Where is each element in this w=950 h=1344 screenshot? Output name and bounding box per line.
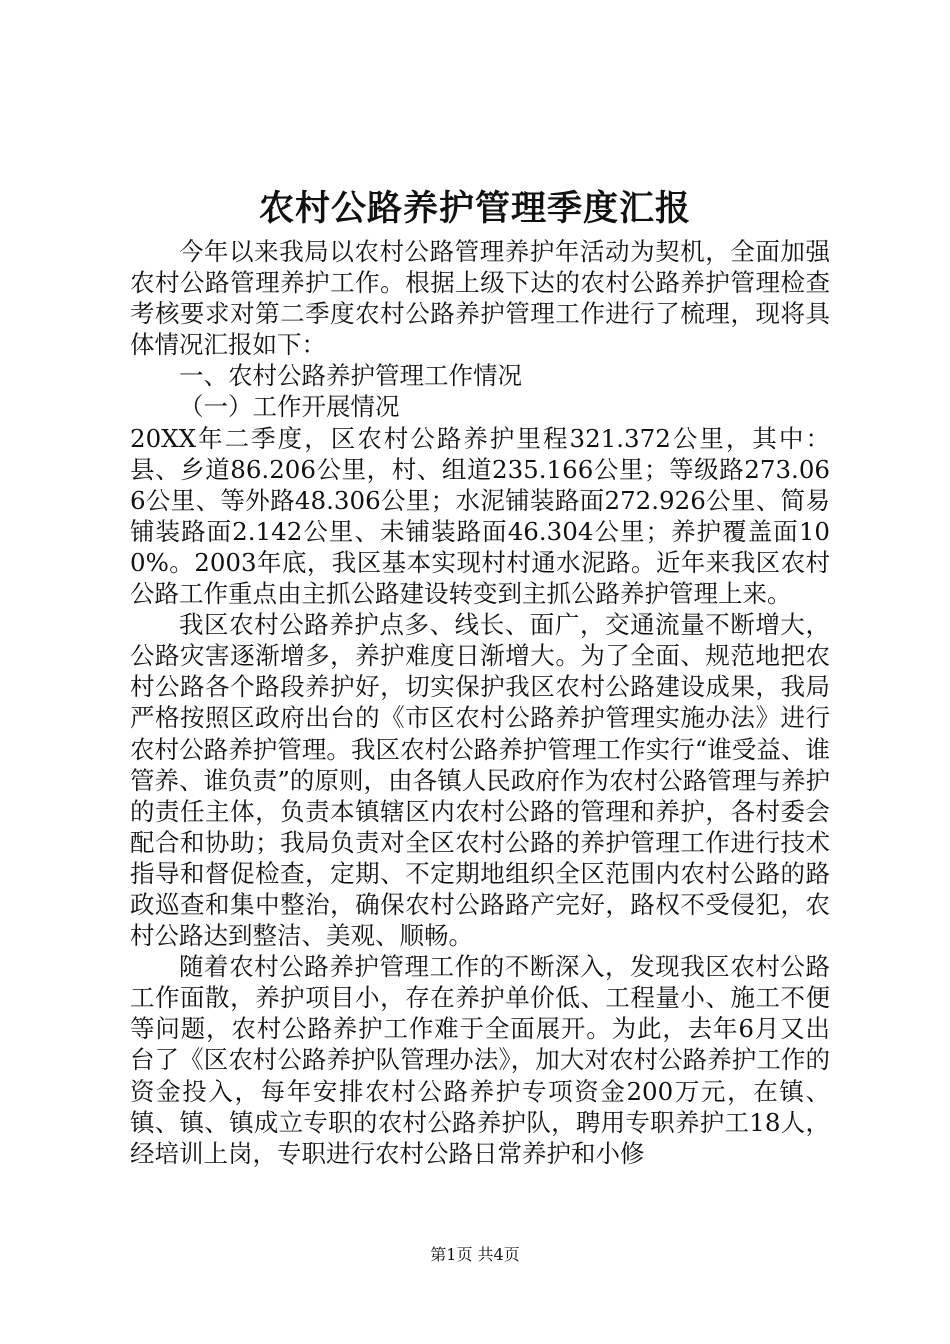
- management-paragraph: 我区农村公路养护点多、线长、面广，交通流量不断增大，公路灾害逐渐增多，养护难度日渐增大。为了全面、规范地把农村公路各个路段养护好，切实保护我区农村公路建设成果，我局严格按照区政府出台的《市区农村公路养护管理实施办法》进行农村公路养护管理。我区农村公路养护管理工作实行“谁受益、谁管养、谁负责”的原则，由各镇人民政府作为农村公路管理与养护的责任主体，负责本镇辖区内农村公路的管理和养护，各村委会配合和协助；我局负责对全区农村公路的养护管理工作进行技术指导和督促检查，定期、不定期地组织全区范围内农村公路的路政巡查和集中整治，确保农村公路路产完好，路权不受侵犯，农村公路达到整洁、美观、顺畅。: [130, 610, 830, 951]
- document-body: [130, 236, 830, 1169]
- page-number: 第1页 共4页: [430, 1245, 520, 1264]
- document-title: 农村公路养护管理季度汇报: [258, 189, 691, 229]
- maintenance-team-paragraph: 随着农村公路养护管理工作的不断深入，发现我区农村公路工作面散，养护项目小，存在养护单价低、工程量小、施工不便等问题，农村公路养护工作难于全面展开。为此，去年6月又出台了《区农村公路养护队管理办法》，加大对农村公路养护工作的资金投入，每年安排农村公路养护专项资金200万元，在镇、镇、镇、镇成立专职的农村公路养护队，聘用专职养护工18人，经培训上岗，专职进行农村公路日常养护和小修: [130, 952, 830, 1168]
- intro-paragraph: 今年以来我局以农村公路管理养护年活动为契机，全面加强农村公路管理养护工作。根据上级下达的农村公路养护管理检查考核要求对第二季度农村公路养护管理工作进行了梳理，现将具体情况汇报如下：: [130, 237, 830, 360]
- statistics-paragraph: 20XX年二季度，区农村公路养护里程321.372公里，其中：县、乡道86.206公里，村、组道235.166公里；等级路273.066公里、等外路48.306公里；水泥铺装路面272.926公里、简易铺装路面2.142公里、未铺装路面46.304公里；养护覆盖面100%。2003年底，我区基本实现村村通水泥路。近年来我区农村公路工作重点由主抓公路建设转变到主抓公路养护管理上来。: [130, 423, 830, 609]
- subsection-heading: （一）工作开展情况: [179, 392, 400, 422]
- section-heading: 一、农村公路养护管理工作情况: [179, 361, 522, 391]
